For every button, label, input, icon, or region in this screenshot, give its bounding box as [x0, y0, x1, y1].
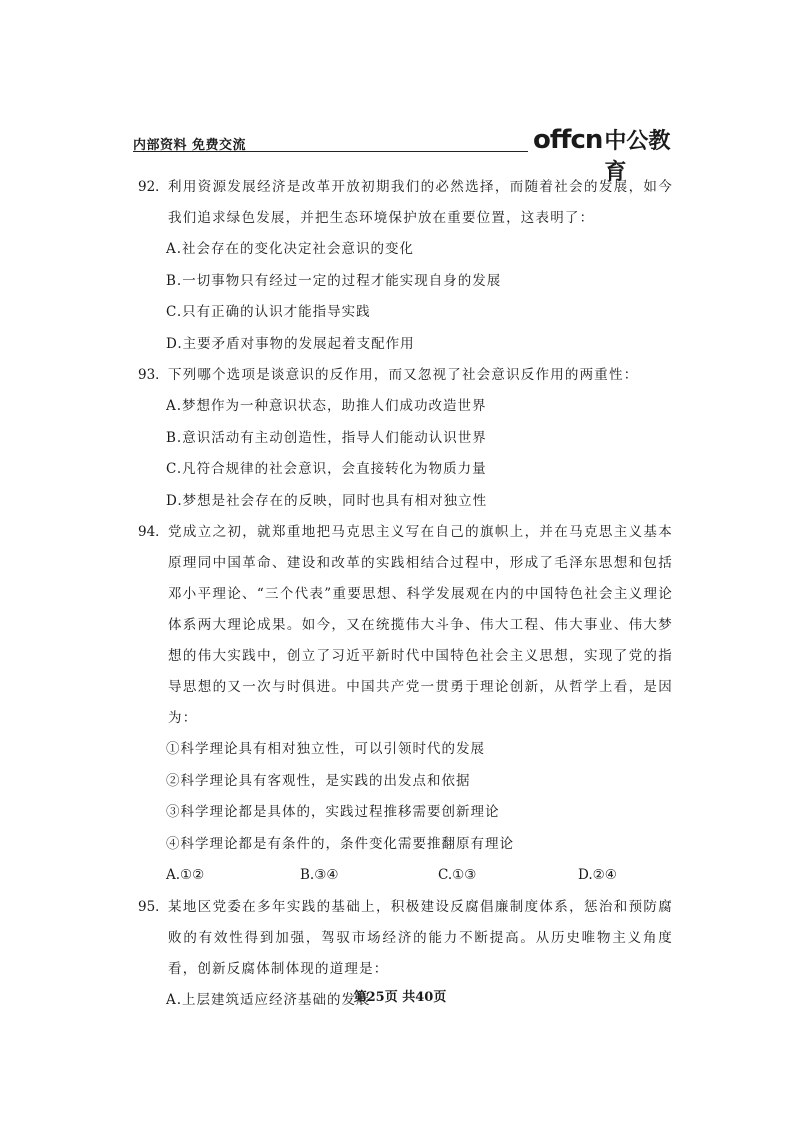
- header-rule: [133, 151, 528, 152]
- statement-2: ②科学理论具有客观性，是实践的出发点和依据: [166, 772, 471, 789]
- question-number: 92．: [138, 179, 169, 195]
- question-stem: 利用资源发展经济是改革开放初期我们的必然选择，而随着社会的发展，如今我们追求绿色发展，并把生态环境保护放在重要位置，这表明了：: [168, 179, 673, 226]
- question-stem: 下列哪个选项是谈意识的反作用，而又忽视了社会意识反作用的两重性：: [168, 367, 639, 383]
- question-number: 94．: [138, 524, 169, 540]
- page-header: [133, 122, 673, 185]
- statement-4: ④科学理论都是有条件的，条件变化需要推翻原有理论: [166, 835, 514, 852]
- option-a: A.社会存在的变化决定社会意识的变化: [166, 241, 415, 257]
- option-b: B.③④: [300, 867, 339, 883]
- option-a: A.梦想作为一种意识状态，助推人们成功改造世界: [166, 398, 487, 414]
- question-94: [138, 517, 673, 892]
- page-number: 第25页 共40页: [353, 990, 447, 1005]
- option-a: A.①②: [166, 867, 205, 883]
- question-list: [138, 172, 673, 1016]
- statement-3: ③科学理论都是具体的，实践过程推移需要创新理论: [166, 804, 500, 820]
- option-c: C.凡符合规律的社会意识，会直接转化为物质力量: [166, 461, 487, 477]
- question-93: [138, 360, 673, 517]
- option-d: D.②④: [578, 867, 617, 883]
- option-row: [166, 860, 673, 892]
- question-stem: 某地区党委在多年实践的基础上，积极建设反腐倡廉制度体系，惩治和预防腐败的有效性得到加强，驾驭市场经济的能力不断提高。从历史唯物主义角度看，创新反腐体制体现的道理是：: [168, 898, 673, 977]
- question-number: 93．: [138, 367, 169, 383]
- option-d: D.主要矛盾对事物的发展起着支配作用: [166, 335, 415, 352]
- offcn-logo: [533, 124, 673, 185]
- statement-1: ①科学理论具有相对独立性，可以引领时代的发展: [166, 741, 485, 757]
- option-c: C.①③: [438, 867, 477, 883]
- question-number: 95．: [138, 898, 169, 915]
- option-c: C.只有正确的认识才能指导实践: [166, 304, 371, 320]
- question-stem: 党成立之初，就郑重地把马克思主义写在自己的旗帜上，并在马克思主义基本原理同中国革命、建设和改革的实践相结合过程中，形成了毛泽东思想和包括邓小平理论、“三个代表”重要思想、科学发展观在内的中国特色社会主义理论体系两大理论成果。如今，又在统揽伟大斗争、伟大工程、伟大事业、伟大梦想的伟大实践中，创立了习近平新时代中国特色社会主义思想，实现了党的指导思想的又一次与时俱进。中国共产党一贯勇于理论创新，从哲学上看，是因为：: [168, 524, 673, 726]
- option-d: D.梦想是社会存在的反映，同时也具有相对独立性: [166, 492, 488, 509]
- option-b: B.一切事物只有经过一定的过程才能实现自身的发展: [166, 272, 502, 289]
- question-92: [138, 172, 673, 360]
- logo-cn: 中公教育: [604, 129, 671, 185]
- option-b: B.意识活动有主动创造性，指导人们能动认识世界: [166, 429, 487, 446]
- logo-en: offcn: [533, 125, 603, 155]
- header-label: 内部资料 免费交流: [133, 138, 247, 153]
- option-a: A.上层建筑适应经济基础的发展: [166, 991, 371, 1008]
